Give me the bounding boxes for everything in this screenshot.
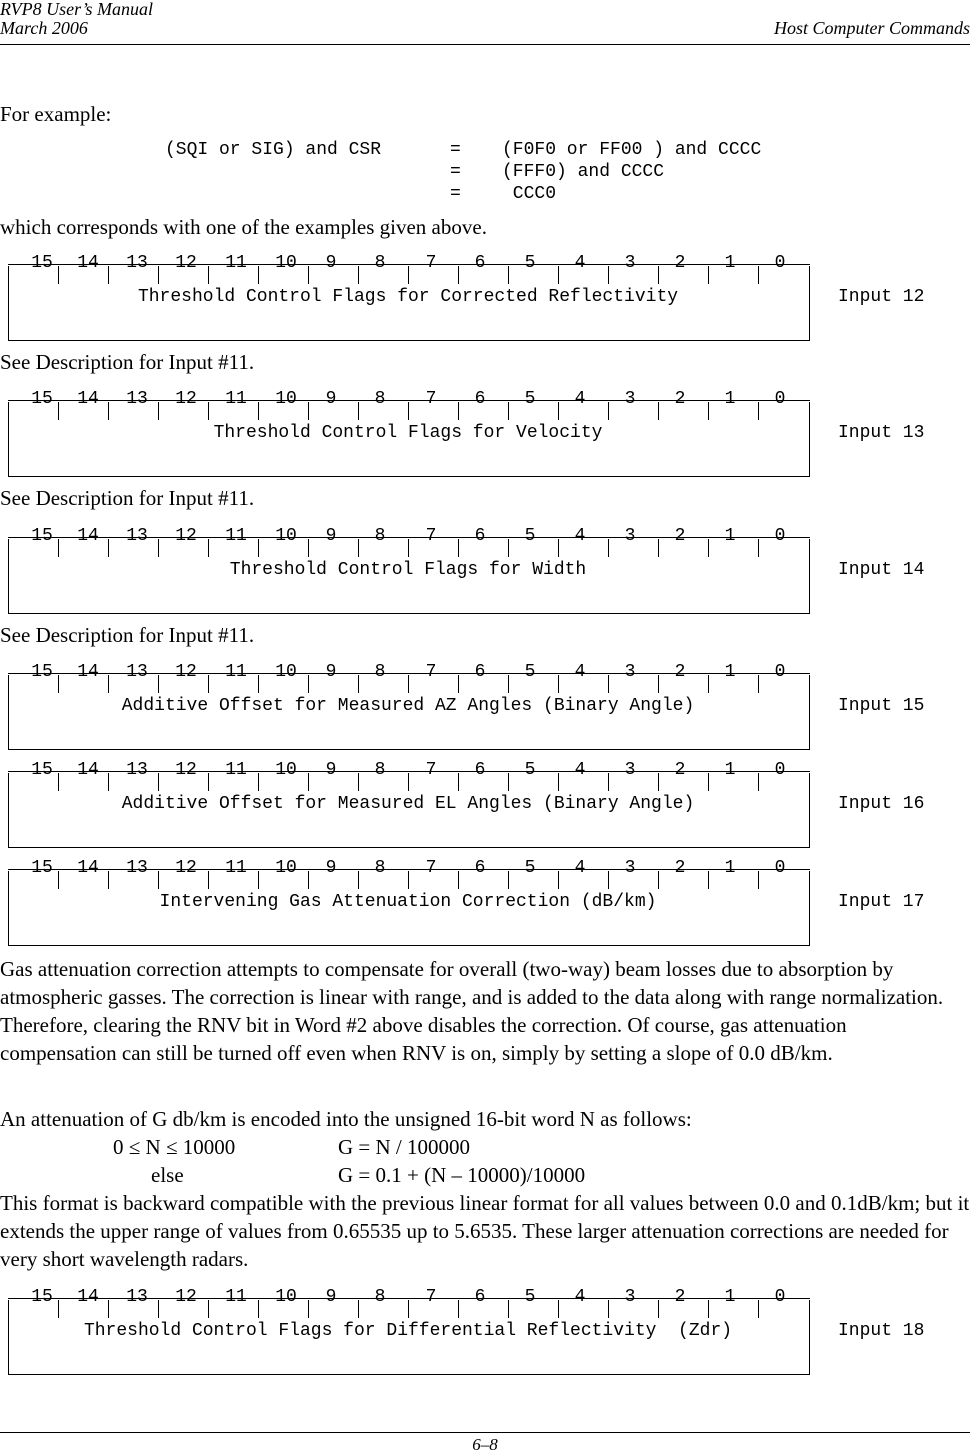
bit-label: 4 [574,760,586,780]
bit-label: 15 [31,662,53,682]
bit-label: 10 [275,760,297,780]
bit-divider [508,871,509,889]
bit-divider [358,1300,359,1318]
bit-divider [258,675,259,693]
register-title: Threshold Control Flags for Differential Reflectivity (Zdr) [83,1321,733,1341]
bit-divider [58,266,59,284]
bit-divider [358,402,359,420]
bit-label: 8 [374,389,386,409]
register-title: Threshold Control Flags for Width [229,560,587,580]
bit-divider [658,871,659,889]
bit-label: 11 [225,389,247,409]
bit-divider [208,539,209,557]
footer-rule [0,1432,970,1433]
register-top-line [8,264,810,265]
bit-label: 10 [275,389,297,409]
bit-divider [108,871,109,889]
bit-label: 3 [624,1287,636,1307]
register-input-15 [0,663,970,767]
bit-label: 8 [374,760,386,780]
bit-divider [608,1300,609,1318]
register-input-label: Input 15 [838,696,925,716]
bit-label: 12 [175,389,197,409]
bit-label: 11 [225,662,247,682]
example-rhs-3: CCC0 [502,184,557,204]
bit-label: 2 [674,1287,686,1307]
bit-divider [108,675,109,693]
register-top-line [8,537,810,538]
bit-divider [708,773,709,791]
bit-divider [358,773,359,791]
bit-label: 8 [374,662,386,682]
bit-divider [408,1300,409,1318]
bit-divider [258,871,259,889]
bit-divider [558,402,559,420]
bit-label: 7 [425,526,437,546]
bit-divider [308,773,309,791]
bit-label: 5 [524,1287,536,1307]
bit-label: 1 [724,253,736,273]
bit-label: 10 [275,858,297,878]
bit-label: 2 [674,526,686,546]
bit-label: 12 [175,858,197,878]
bit-label: 14 [77,858,99,878]
bit-divider [758,773,759,791]
bit-label: 7 [425,858,437,878]
bit-label: 9 [325,526,337,546]
register-14-note: See Description for Input #11. [0,623,255,647]
example-eq-1: = [450,140,461,160]
page-number: 6–8 [472,1435,498,1454]
bit-label: 11 [225,858,247,878]
bit-label: 2 [674,662,686,682]
bit-divider [58,871,59,889]
bit-label: 6 [474,253,486,273]
bit-label: 3 [624,760,636,780]
bit-divider [458,1300,459,1318]
bit-divider [408,402,409,420]
bit-divider [458,402,459,420]
bit-divider [158,675,159,693]
bit-label: 3 [624,526,636,546]
bit-label: 2 [674,760,686,780]
bit-label: 15 [31,760,53,780]
register-input-17 [0,859,970,963]
bit-divider [108,266,109,284]
bit-divider [558,539,559,557]
bit-divider [508,675,509,693]
bit-label: 11 [225,526,247,546]
bit-label: 15 [31,1287,53,1307]
bit-label: 8 [374,858,386,878]
bit-label: 4 [574,858,586,878]
bit-label: 15 [31,389,53,409]
bit-divider [408,773,409,791]
bit-label: 2 [674,858,686,878]
bit-divider [258,266,259,284]
register-top-line [8,400,810,401]
bit-label: 1 [724,1287,736,1307]
bit-label: 14 [77,662,99,682]
bit-label: 8 [374,526,386,546]
bit-label: 5 [524,858,536,878]
bit-divider [308,539,309,557]
register-12-note: See Description for Input #11. [0,350,255,374]
bit-label: 7 [425,253,437,273]
bit-label: 15 [31,526,53,546]
bit-divider [408,675,409,693]
compatibility-paragraph: This format is backward compatible with the previous linear format for all values between 0.0 and 0.1dB/km; but it extends the upper range of values from 0.65535 up to 5.6535. These larger attenuation corrections are needed for very short wavelength radars. [0,1191,970,1271]
bit-label: 0 [774,760,786,780]
bit-divider [58,1300,59,1318]
bit-divider [458,773,459,791]
bit-divider [608,266,609,284]
bit-divider [408,539,409,557]
formula-equation-2: G = 0.1 + (N – 10000)/10000 [338,1163,586,1187]
bit-label: 0 [774,253,786,273]
bit-label: 5 [524,662,536,682]
bit-label: 7 [425,662,437,682]
bit-divider [708,675,709,693]
bit-divider [608,675,609,693]
bit-label: 4 [574,662,586,682]
bit-label: 1 [724,526,736,546]
bit-label: 10 [275,1287,297,1307]
bit-label: 4 [574,253,586,273]
bit-divider [758,402,759,420]
bit-label: 3 [624,389,636,409]
bit-divider [708,539,709,557]
bit-label: 1 [724,662,736,682]
bit-label: 4 [574,1287,586,1307]
bit-label: 9 [325,389,337,409]
bit-label: 14 [77,760,99,780]
bit-divider [208,1300,209,1318]
bit-label: 12 [175,526,197,546]
bit-label: 7 [425,1287,437,1307]
bit-label: 8 [374,253,386,273]
bit-label: 0 [774,526,786,546]
bit-label: 11 [225,253,247,273]
bit-divider [558,871,559,889]
bit-label: 13 [126,526,148,546]
bit-label: 10 [275,253,297,273]
bit-label: 6 [474,760,486,780]
bit-label: 9 [325,253,337,273]
register-input-label: Input 13 [838,423,925,443]
bit-divider [508,402,509,420]
bit-label: 7 [425,389,437,409]
bit-label: 14 [77,526,99,546]
bit-divider [308,871,309,889]
section-title: Host Computer Commands [773,18,970,38]
after-example-text: which corresponds with one of the examples given above. [0,215,487,239]
register-title: Threshold Control Flags for Corrected Reflectivity [137,287,679,307]
formula-condition-1: 0 ≤ N ≤ 10000 [113,1135,236,1159]
bit-label: 1 [724,858,736,878]
bit-label: 13 [126,760,148,780]
bit-divider [458,871,459,889]
bit-divider [508,266,509,284]
bit-divider [208,773,209,791]
bit-label: 12 [175,662,197,682]
bit-divider [158,402,159,420]
bit-label: 0 [774,389,786,409]
bit-divider [58,402,59,420]
bit-divider [658,539,659,557]
bit-label: 14 [77,253,99,273]
bit-divider [308,675,309,693]
bit-divider [158,539,159,557]
bit-label: 12 [175,1287,197,1307]
bit-divider [308,1300,309,1318]
bit-label: 0 [774,662,786,682]
bit-divider [208,871,209,889]
bit-divider [508,539,509,557]
manual-title: RVP8 User’s Manual [0,0,153,19]
bit-divider [58,675,59,693]
bit-label: 6 [474,389,486,409]
bit-label: 1 [724,389,736,409]
bit-label: 4 [574,389,586,409]
example-rhs-1: (F0F0 or FF00 ) and CCCC [502,140,762,160]
bit-label: 9 [325,662,337,682]
bit-label: 0 [774,1287,786,1307]
bit-label: 11 [225,1287,247,1307]
bit-label: 3 [624,253,636,273]
bit-divider [358,266,359,284]
bit-divider [658,1300,659,1318]
bit-divider [558,1300,559,1318]
bit-label: 12 [175,760,197,780]
bit-label: 13 [126,1287,148,1307]
bit-divider [608,539,609,557]
bit-divider [158,871,159,889]
register-top-line [8,673,810,674]
gas-attenuation-paragraph: Gas attenuation correction attempts to compensate for overall (two-way) beam losses due to absorption by atmospheric gasses. The correction is linear with range, and is added to the data along with range normalization. Therefore, clearing the RNV bit in Word #2 above disables the correction. Of course, gas attenuation compensation can still be turned off even when RNV is on, simply by setting a slope of 0.0 dB/km. [0,957,944,1065]
register-input-label: Input 17 [838,892,925,912]
example-rhs-2: (FFF0) and CCCC [502,162,665,182]
register-input-label: Input 12 [838,287,925,307]
register-title: Threshold Control Flags for Velocity [213,423,603,443]
bit-label: 5 [524,389,536,409]
bit-divider [608,871,609,889]
bit-divider [258,773,259,791]
bit-label: 8 [374,1287,386,1307]
example-lhs: (SQI or SIG) and CSR [165,140,382,160]
bit-label: 2 [674,253,686,273]
bit-divider [758,871,759,889]
bit-divider [458,539,459,557]
bit-label: 15 [31,253,53,273]
page-header [0,0,970,45]
register-top-line [8,771,810,772]
bit-label: 5 [524,526,536,546]
bit-label: 7 [425,760,437,780]
bit-divider [558,266,559,284]
bit-divider [158,773,159,791]
register-top-line [8,869,810,870]
encoding-intro: An attenuation of G db/km is encoded into the unsigned 16-bit word N as follows: [0,1107,692,1131]
bit-divider [708,871,709,889]
bit-divider [158,266,159,284]
bit-divider [608,773,609,791]
bit-divider [558,773,559,791]
register-input-12 [0,254,970,358]
example-eq-3: = [450,184,461,204]
bit-label: 6 [474,1287,486,1307]
bit-divider [158,1300,159,1318]
formula-condition-2: else [151,1163,184,1187]
bit-label: 13 [126,662,148,682]
bit-label: 4 [574,526,586,546]
bit-divider [308,402,309,420]
formula-equation-1: G = N / 100000 [338,1135,471,1159]
bit-label: 9 [325,1287,337,1307]
register-title: Additive Offset for Measured EL Angles (Binary Angle) [121,794,695,814]
register-13-note: See Description for Input #11. [0,486,255,510]
register-input-18 [0,1288,970,1392]
bit-divider [708,1300,709,1318]
register-title: Additive Offset for Measured AZ Angles (Binary Angle) [121,696,695,716]
manual-date: March 2006 [0,18,88,38]
bit-divider [108,539,109,557]
bit-divider [258,402,259,420]
bit-divider [358,539,359,557]
bit-label: 13 [126,253,148,273]
bit-divider [108,773,109,791]
bit-label: 5 [524,760,536,780]
bit-divider [208,266,209,284]
bit-divider [758,675,759,693]
register-title: Intervening Gas Attenuation Correction (dB/km) [159,892,657,912]
bit-label: 6 [474,526,486,546]
bit-divider [508,773,509,791]
bit-label: 9 [325,858,337,878]
bit-label: 2 [674,389,686,409]
bit-divider [258,1300,259,1318]
bit-label: 14 [77,389,99,409]
bit-divider [258,539,259,557]
register-top-line [8,1298,810,1299]
bit-label: 11 [225,760,247,780]
example-eq-2: = [450,162,461,182]
bit-divider [408,266,409,284]
register-input-13 [0,390,970,494]
bit-label: 15 [31,858,53,878]
bit-label: 13 [126,389,148,409]
bit-label: 14 [77,1287,99,1307]
bit-label: 10 [275,526,297,546]
bit-divider [658,773,659,791]
bit-divider [108,1300,109,1318]
bit-divider [58,773,59,791]
bit-label: 0 [774,858,786,878]
bit-divider [558,675,559,693]
bit-label: 3 [624,858,636,878]
bit-label: 6 [474,662,486,682]
bit-divider [208,402,209,420]
bit-label: 6 [474,858,486,878]
bit-divider [508,1300,509,1318]
bit-label: 3 [624,662,636,682]
bit-divider [608,402,609,420]
register-input-14 [0,527,970,631]
bit-divider [708,402,709,420]
bit-divider [208,675,209,693]
register-input-label: Input 18 [838,1321,925,1341]
register-input-label: Input 16 [838,794,925,814]
bit-divider [108,402,109,420]
bit-divider [758,539,759,557]
bit-divider [758,266,759,284]
bit-divider [708,266,709,284]
bit-divider [458,675,459,693]
bit-label: 12 [175,253,197,273]
bit-divider [458,266,459,284]
register-input-16 [0,761,970,865]
bit-divider [408,871,409,889]
bit-label: 9 [325,760,337,780]
bit-divider [58,539,59,557]
bit-divider [358,871,359,889]
bit-label: 10 [275,662,297,682]
bit-label: 1 [724,760,736,780]
bit-label: 13 [126,858,148,878]
bit-divider [658,675,659,693]
bit-divider [658,266,659,284]
bit-divider [658,402,659,420]
bit-divider [758,1300,759,1318]
intro-text: For example: [0,102,112,126]
bit-label: 5 [524,253,536,273]
bit-divider [308,266,309,284]
register-input-label: Input 14 [838,560,925,580]
bit-divider [358,675,359,693]
